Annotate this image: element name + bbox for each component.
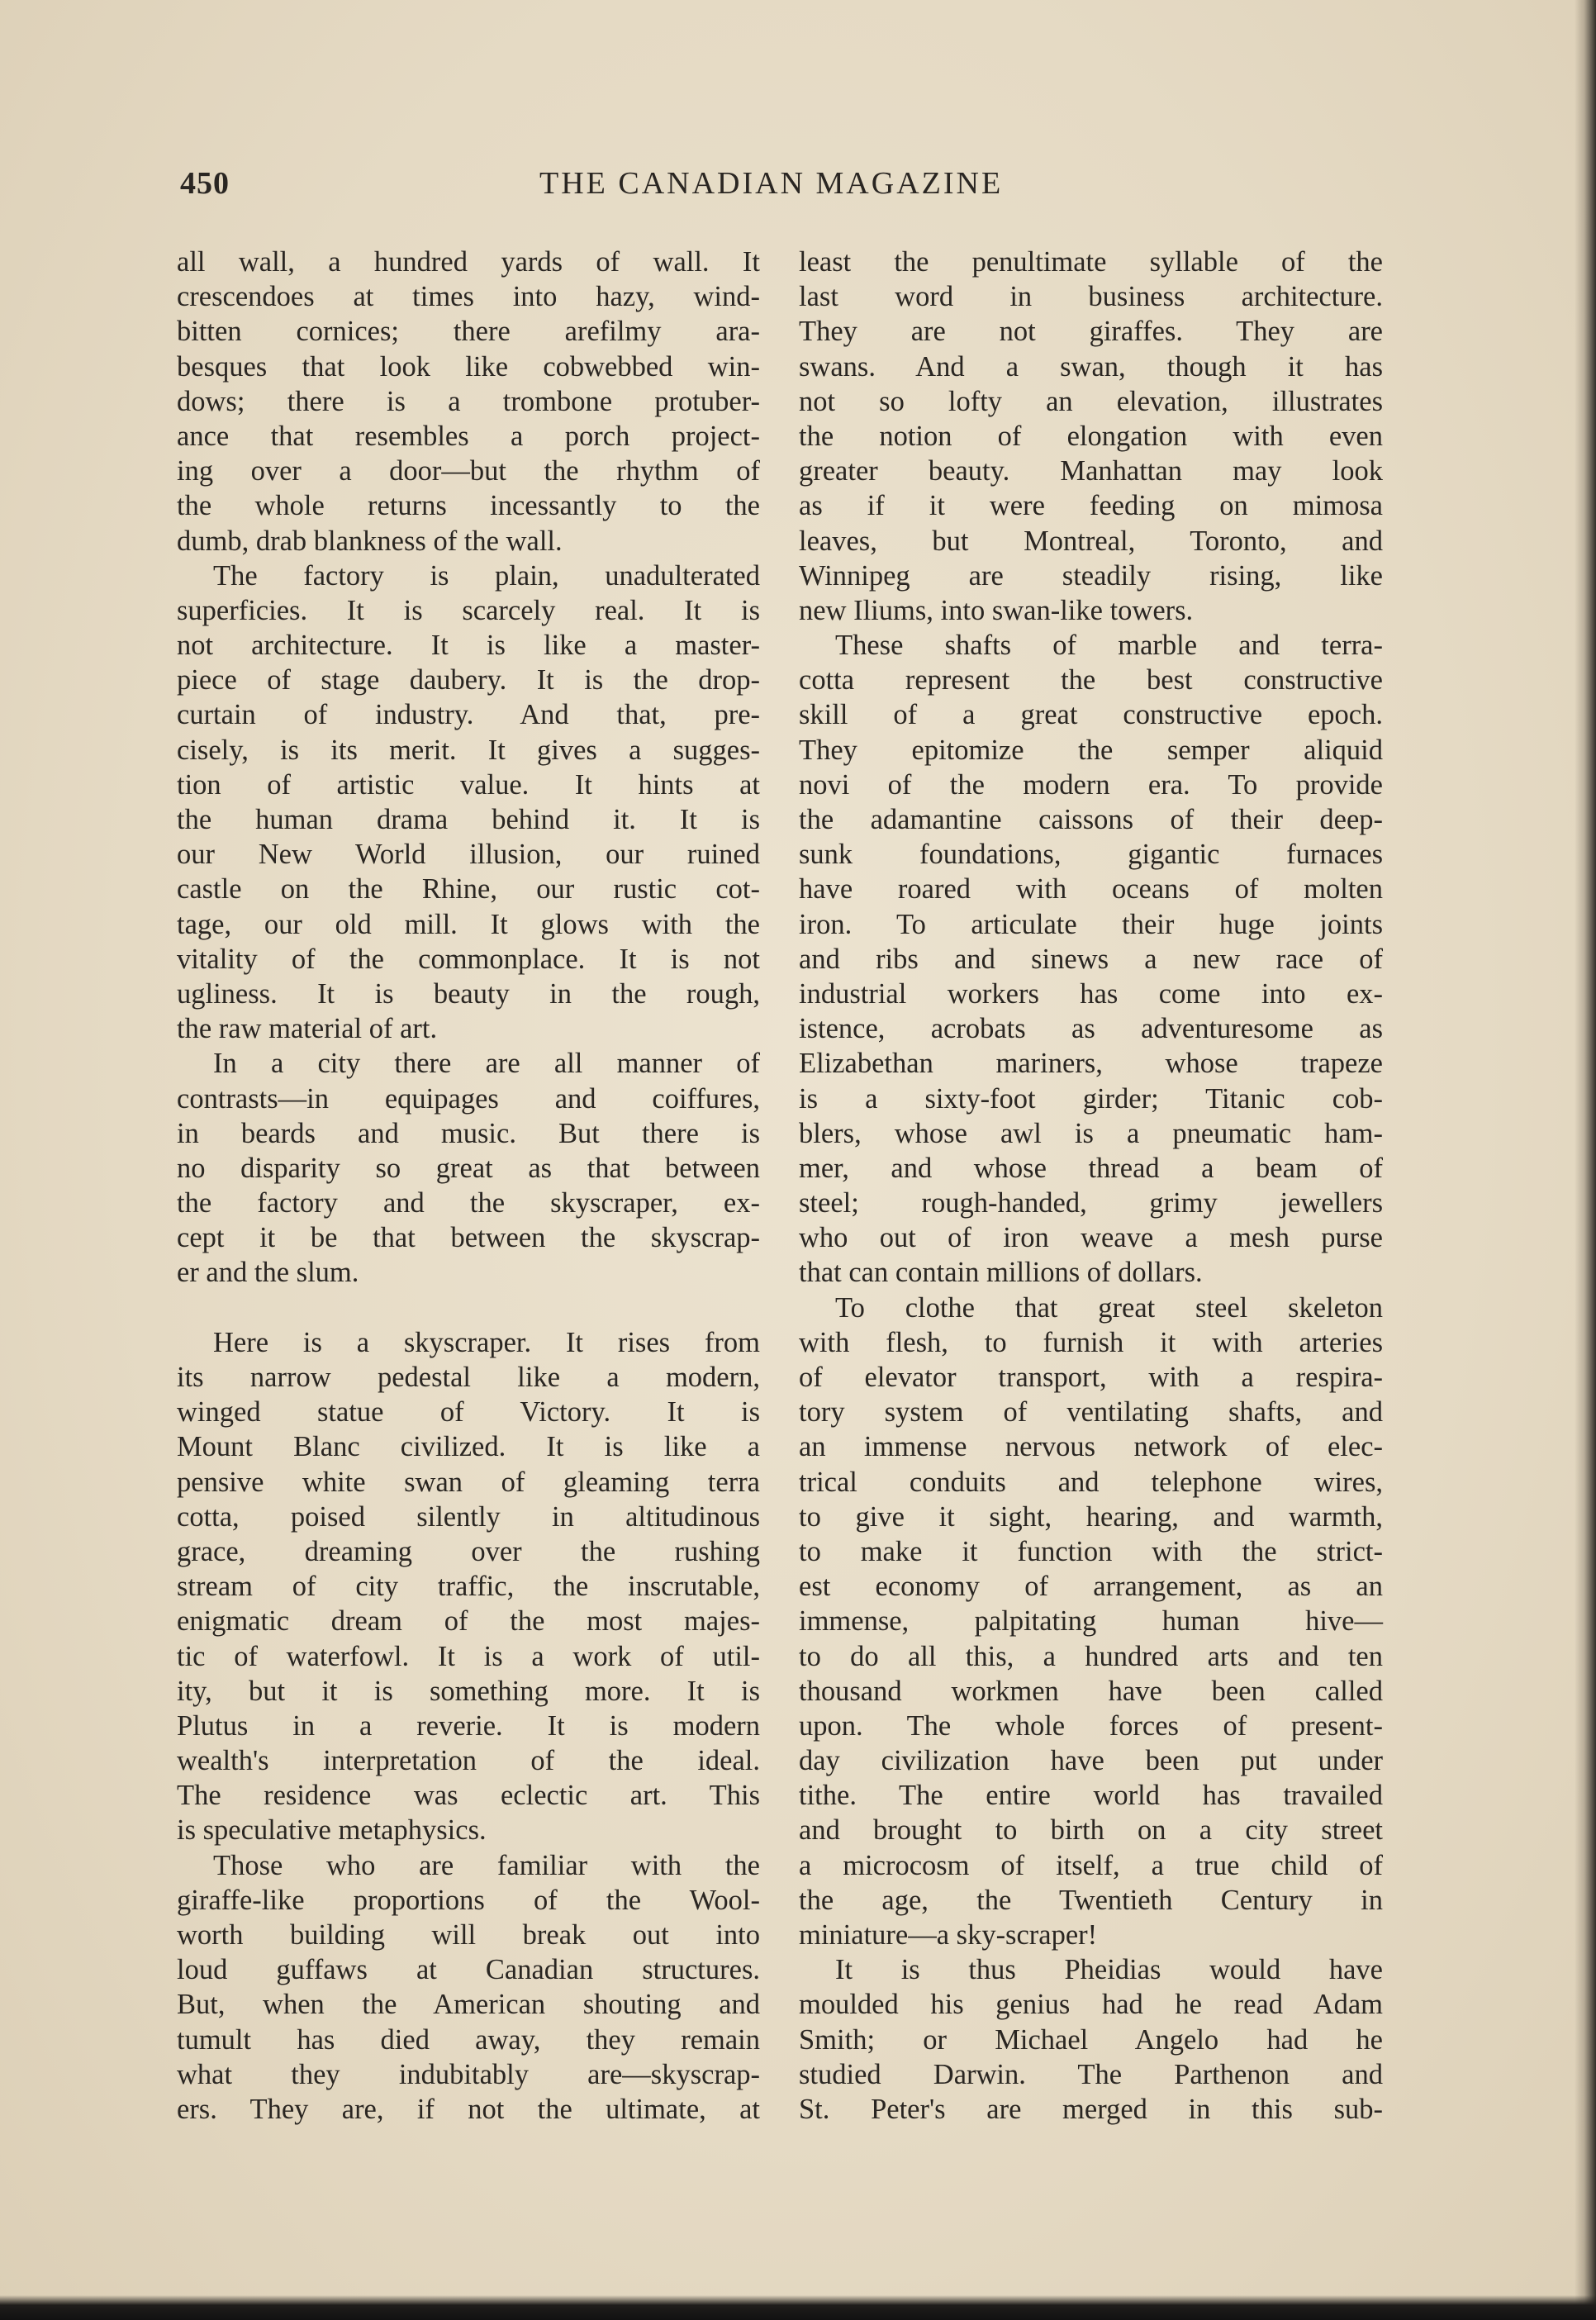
text-line: skill of a great constructive epoch. (799, 699, 1383, 731)
text-line: grace, dreaming over the rushing (177, 1535, 760, 1567)
right-column (799, 245, 1383, 2127)
text-line: and ribs and sinews a new race of (799, 943, 1383, 975)
text-line: to give it sight, hearing, and warmth, (799, 1500, 1383, 1533)
text-line: ugliness. It is beauty in the rough, (177, 977, 760, 1010)
text-line: is speculative metaphysics. (177, 1814, 487, 1847)
text-line: The factory is plain, unadulterated (213, 559, 760, 592)
text-line: last word in business architecture. (799, 281, 1383, 313)
text-line: ers. They are, if not the ultimate, at (177, 2093, 760, 2125)
text-line: who out of iron weave a mesh purse (799, 1222, 1383, 1254)
text-line: steel; rough-handed, grimy jewellers (799, 1187, 1383, 1219)
text-line: moulded his genius had he read Adam (799, 1989, 1383, 2021)
text-line: the human drama behind it. It is (177, 804, 760, 835)
text-line: the raw material of art. (177, 1013, 438, 1045)
text-line: industrial workers has come into ex- (799, 977, 1383, 1010)
text-line: day civilization have been put under (799, 1745, 1383, 1777)
text-line: studied Darwin. The Parthenon and (799, 2058, 1383, 2090)
text-line: The residence was eclectic art. This (177, 1780, 760, 1812)
text-line: superficies. It is scarcely real. It is (177, 594, 760, 626)
text-line: iron. To articulate their huge joints (799, 908, 1383, 940)
text-line: least the penultimate syllable of the (799, 246, 1383, 278)
text-line: blers, whose awl is a pneumatic ham- (799, 1117, 1383, 1149)
text-line: bitten cornices; there arefilmy ara- (177, 316, 760, 348)
text-line: cept it be that between the skyscrap- (177, 1222, 760, 1254)
text-line: mer, and whose thread a beam of (799, 1152, 1383, 1184)
text-line: Winnipeg are steadily rising, like (799, 559, 1383, 592)
text-line: leaves, but Montreal, Toronto, and (799, 525, 1383, 557)
text-line: our New World illusion, our ruined (177, 839, 760, 871)
text-line: an immense nervous network of elec- (799, 1431, 1383, 1463)
text-line: and brought to birth on a city street (799, 1814, 1383, 1847)
text-line: wealth's interpretation of the ideal. (177, 1745, 760, 1777)
text-line: They are not giraffes. They are (799, 316, 1383, 348)
text-line: dumb, drab blankness of the wall. (177, 525, 563, 557)
text-line: the whole returns incessantly to the (177, 490, 760, 522)
text-line: a microcosm of itself, a true child of (799, 1849, 1383, 1881)
text-line: have roared with oceans of molten (799, 873, 1383, 906)
text-line: of elevator transport, with a respira- (799, 1362, 1383, 1393)
text-line: miniature—a sky-scraper! (799, 1919, 1098, 1951)
text-line: tithe. The entire world has travailed (799, 1780, 1383, 1812)
text-line: trical conduits and telephone wires, (799, 1466, 1383, 1498)
text-line: er and the slum. (177, 1257, 359, 1289)
running-title: THE CANADIAN MAGAZINE (539, 166, 1004, 201)
text-line: that can contain millions of dollars. (799, 1257, 1203, 1289)
text-line: ance that resembles a porch project- (177, 420, 760, 452)
text-line: upon. The whole forces of present- (799, 1709, 1383, 1742)
left-column (177, 245, 760, 2127)
text-line: Smith; or Michael Angelo had he (799, 2023, 1383, 2056)
text-line: thousand workmen have been called (799, 1675, 1383, 1707)
text-line: piece of stage daubery. It is the drop- (177, 664, 760, 696)
text-line: giraffe-like proportions of the Wool- (177, 1884, 760, 1916)
text-line: not architecture. It is like a master- (177, 630, 760, 662)
text-line: winged statue of Victory. It is (177, 1396, 760, 1429)
text-line: enigmatic dream of the most majes- (177, 1605, 760, 1638)
text-line (177, 1291, 760, 1325)
text-line: to make it function with the strict- (799, 1535, 1383, 1567)
text-line: greater beauty. Manhattan may look (799, 455, 1383, 487)
text-line: It is thus Pheidias would have (835, 1954, 1383, 1986)
text-line: novi of the modern era. To provide (799, 768, 1383, 801)
text-line: all wall, a hundred yards of wall. It (177, 246, 760, 278)
text-line: new Iliums, into swan-like towers. (799, 594, 1194, 626)
text-line: dows; there is a trombone protuber- (177, 385, 760, 417)
text-line: tage, our old mill. It glows with the (177, 908, 760, 940)
text-line: Those who are familiar with the (213, 1849, 760, 1881)
text-line: St. Peter's are merged in this sub- (799, 2093, 1383, 2125)
text-line: is a sixty-foot girder; Titanic cob- (799, 1082, 1383, 1115)
text-line: vitality of the commonplace. It is not (177, 943, 760, 975)
text-line: curtain of industry. And that, pre- (177, 699, 760, 731)
text-line: not so lofty an elevation, illustrates (799, 385, 1383, 417)
text-line: tumult has died away, they remain (177, 2023, 760, 2056)
text-line: the age, the Twentieth Century in (799, 1884, 1383, 1916)
text-line: In a city there are all manner of (213, 1048, 760, 1080)
text-line: to do all this, a hundred arts and ten (799, 1640, 1383, 1672)
text-line: Here is a skyscraper. It rises from (213, 1326, 760, 1358)
text-line: no disparity so great as that between (177, 1152, 760, 1184)
text-line: tion of artistic value. It hints at (177, 768, 760, 801)
text-line: besques that look like cobwebbed win- (177, 350, 760, 383)
text-line: in beards and music. But there is (177, 1117, 760, 1149)
text-line: Mount Blanc civilized. It is like a (177, 1431, 760, 1463)
text-line: the factory and the skyscraper, ex- (177, 1187, 760, 1219)
page-number: 450 (180, 166, 230, 201)
text-line: These shafts of marble and terra- (835, 630, 1383, 662)
text-line: immense, palpitating human hive— (799, 1605, 1383, 1638)
text-line: tory system of ventilating shafts, and (799, 1396, 1383, 1429)
text-line: loud guffaws at Canadian structures. (177, 1954, 760, 1986)
text-line: stream of city traffic, the inscrutable, (177, 1571, 760, 1603)
page-header (180, 165, 1419, 215)
text-line: est economy of arrangement, as an (799, 1571, 1383, 1603)
text-line: its narrow pedestal like a modern, (177, 1362, 760, 1393)
text-line: what they indubitably are—skyscrap- (177, 2058, 760, 2090)
text-line: the notion of elongation with even (799, 420, 1383, 452)
text-line: Elizabethan mariners, whose trapeze (799, 1048, 1383, 1080)
text-line: the adamantine caissons of their deep- (799, 804, 1383, 835)
text-line: But, when the American shouting and (177, 1989, 760, 2021)
text-line: cotta represent the best constructive (799, 664, 1383, 696)
page-bottom-edge (0, 2295, 1596, 2320)
text-line: tic of waterfowl. It is a work of util- (177, 1640, 760, 1672)
text-line: Plutus in a reverie. It is modern (177, 1709, 760, 1742)
text-line: sunk foundations, gigantic furnaces (799, 839, 1383, 871)
text-line: contrasts—in equipages and coiffures, (177, 1082, 760, 1115)
text-line: To clothe that great steel skeleton (835, 1291, 1383, 1324)
text-line: swans. And a swan, though it has (799, 350, 1383, 383)
text-line: crescendoes at times into hazy, wind- (177, 281, 760, 313)
page-edge-shadow (1575, 0, 1596, 2320)
text-line: worth building will break out into (177, 1919, 760, 1951)
text-line: as if it were feeding on mimosa (799, 490, 1383, 522)
text-line: ing over a door—but the rhythm of (177, 455, 760, 487)
text-line: with flesh, to furnish it with arteries (799, 1326, 1383, 1358)
text-line: castle on the Rhine, our rustic cot- (177, 873, 760, 906)
text-line: ity, but it is something more. It is (177, 1675, 760, 1707)
text-line: cotta, poised silently in altitudinous (177, 1500, 760, 1533)
text-line: istence, acrobats as adventuresome as (799, 1013, 1383, 1045)
text-line: cisely, is its merit. It gives a sugges- (177, 734, 760, 766)
text-line: pensive white swan of gleaming terra (177, 1466, 760, 1498)
text-line: They epitomize the semper aliquid (799, 734, 1383, 766)
